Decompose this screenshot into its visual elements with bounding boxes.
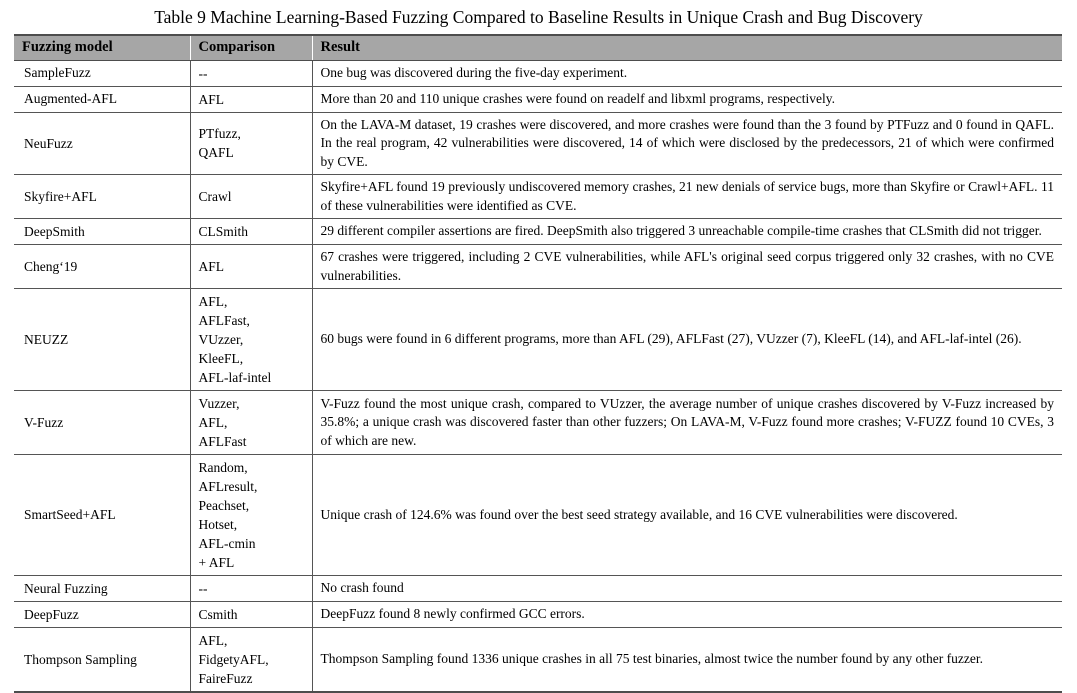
- cell-fuzzing-model: NeuFuzz: [14, 112, 190, 175]
- table-row: [14, 391, 1062, 455]
- table-header: [14, 35, 1062, 60]
- cell-result: V-Fuzz found the most unique crash, compared to VUzzer, the average number of unique crashes discovered by V-Fuzz increased by 35.8%; a unique crash was discovered faster than other fuzzers; On LAVA-M, V-Fuzz found more crashes; V-FUZZ found 10 CVEs, 3 of which are new.: [312, 391, 1062, 455]
- column-header-result: Result: [312, 35, 1062, 60]
- cell-result: Unique crash of 124.6% was found over the best seed strategy available, and 16 CVE vulnerabilities were discovered.: [312, 455, 1062, 576]
- table-row: [14, 219, 1062, 245]
- table-header-row: [14, 35, 1062, 60]
- cell-fuzzing-model: Thompson Sampling: [14, 628, 190, 693]
- cell-result: 60 bugs were found in 6 different programs, more than AFL (29), AFLFast (27), VUzzer (7), KleeFL (14), and AFL-laf-intel (26).: [312, 289, 1062, 391]
- cell-result: No crash found: [312, 576, 1062, 602]
- table-row: [14, 112, 1062, 175]
- table-row: [14, 86, 1062, 112]
- table-row: [14, 289, 1062, 391]
- cell-comparison: AFL, FidgetyAFL, FaireFuzz: [190, 628, 312, 693]
- cell-fuzzing-model: V-Fuzz: [14, 391, 190, 455]
- cell-fuzzing-model: Neural Fuzzing: [14, 576, 190, 602]
- cell-fuzzing-model: DeepFuzz: [14, 602, 190, 628]
- cell-fuzzing-model: Skyfire+AFL: [14, 175, 190, 219]
- cell-comparison: AFL: [190, 245, 312, 289]
- cell-fuzzing-model: Cheng‘19: [14, 245, 190, 289]
- cell-result: 67 crashes were triggered, including 2 CVE vulnerabilities, while AFL's original seed corpus triggered only 32 crashes, with no CVE vulnerabilities.: [312, 245, 1062, 289]
- cell-comparison: CLSmith: [190, 219, 312, 245]
- fuzzing-comparison-table: [14, 34, 1062, 693]
- table-caption: Table 9 Machine Learning-Based Fuzzing Compared to Baseline Results in Unique Crash and Bug Discovery: [154, 7, 923, 27]
- cell-fuzzing-model: Augmented-AFL: [14, 86, 190, 112]
- table-row: [14, 175, 1062, 219]
- cell-fuzzing-model: NEUZZ: [14, 289, 190, 391]
- cell-comparison: AFL, AFLFast, VUzzer, KleeFL, AFL-laf-intel: [190, 289, 312, 391]
- cell-result: 29 different compiler assertions are fired. DeepSmith also triggered 3 unreachable compile-time crashes that CLSmith did not trigger.: [312, 219, 1062, 245]
- cell-comparison: Crawl: [190, 175, 312, 219]
- cell-comparison: --: [190, 576, 312, 602]
- cell-result: Thompson Sampling found 1336 unique crashes in all 75 test binaries, almost twice the number found by any other fuzzer.: [312, 628, 1062, 693]
- table-row: [14, 602, 1062, 628]
- cell-fuzzing-model: SmartSeed+AFL: [14, 455, 190, 576]
- table-row: [14, 628, 1062, 693]
- table-body: [14, 60, 1062, 692]
- cell-result: On the LAVA-M dataset, 19 crashes were discovered, and more crashes were found than the 3 found by PTFuzz and 0 found in QAFL. In the real program, 42 vulnerabilities were discovered, 14 of which were disclosed by the predecessors, 21 of which were confirmed by CVE.: [312, 112, 1062, 175]
- table-row: [14, 576, 1062, 602]
- cell-result: DeepFuzz found 8 newly confirmed GCC errors.: [312, 602, 1062, 628]
- column-header-fuzzing-model: Fuzzing model: [14, 35, 190, 60]
- cell-comparison: Random, AFLresult, Peachset, Hotset, AFL-cmin + AFL: [190, 455, 312, 576]
- cell-result: One bug was discovered during the five-day experiment.: [312, 60, 1062, 86]
- cell-result: More than 20 and 110 unique crashes were found on readelf and libxml programs, respectively.: [312, 86, 1062, 112]
- cell-comparison: Csmith: [190, 602, 312, 628]
- cell-comparison: PTfuzz, QAFL: [190, 112, 312, 175]
- cell-comparison: --: [190, 60, 312, 86]
- cell-fuzzing-model: SampleFuzz: [14, 60, 190, 86]
- cell-comparison: Vuzzer, AFL, AFLFast: [190, 391, 312, 455]
- cell-result: Skyfire+AFL found 19 previously undiscovered memory crashes, 21 new denials of service bugs, more than Skyfire or Crawl+AFL. 11 of these vulnerabilities were identified as CVE.: [312, 175, 1062, 219]
- table-row: [14, 455, 1062, 576]
- cell-comparison: AFL: [190, 86, 312, 112]
- cell-fuzzing-model: DeepSmith: [14, 219, 190, 245]
- column-header-comparison: Comparison: [190, 35, 312, 60]
- table-row: [14, 60, 1062, 86]
- table-row: [14, 245, 1062, 289]
